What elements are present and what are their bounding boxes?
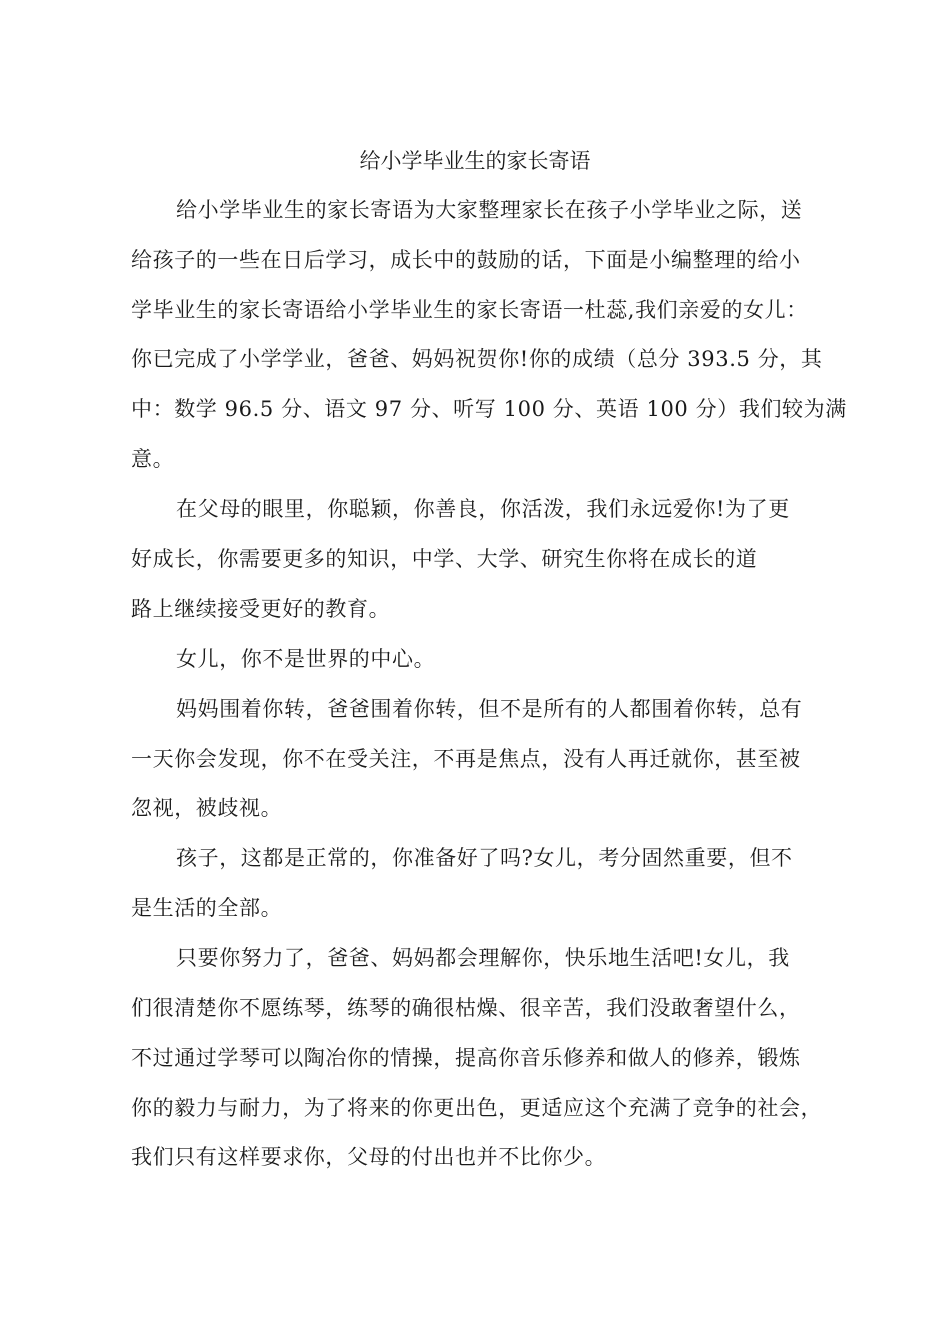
text-line: 是生活的全部。: [131, 896, 283, 920]
text-line: 忽视，被歧视。: [131, 796, 283, 820]
text-line: 好成长，你需要更多的知识，中学、大学、研究生你将在成长的道: [131, 547, 758, 571]
text-line: 妈妈围着你转，爸爸围着你转，但不是所有的人都围着你转，总有: [176, 697, 803, 721]
text-line: 我们只有这样要求你，父母的付出也并不比你少。: [131, 1145, 607, 1169]
text-line: 一天你会发现，你不在受关注，不再是焦点，没有人再迁就你，甚至被: [131, 747, 801, 771]
text-line: 学毕业生的家长寄语给小学毕业生的家长寄语一杜蕊,我们亲爱的女儿：: [131, 298, 808, 322]
document-title: 给小学毕业生的家长寄语: [359, 149, 591, 173]
text-line: 给孩子的一些在日后学习，成长中的鼓励的话，下面是小编整理的给小: [131, 248, 801, 272]
text-line: 孩子，这都是正常的，你准备好了吗?女儿，考分固然重要，但不: [176, 846, 793, 870]
text-line: 给小学毕业生的家长寄语为大家整理家长在孩子小学毕业之际，送: [176, 198, 803, 222]
text-line: 你已完成了小学学业，爸爸、妈妈祝贺你!你的成绩（总分 393.5 分，其: [131, 347, 823, 371]
text-line: 意。: [131, 447, 175, 471]
text-line: 女儿，你不是世界的中心。: [176, 647, 436, 671]
text-line: 们很清楚你不愿练琴，练琴的确很枯燥、很辛苦，我们没敢奢望什么，: [131, 996, 801, 1020]
text-line: 中：数学 96.5 分、语文 97 分、听写 100 分、英语 100 分）我们较为满: [131, 397, 847, 421]
text-line: 只要你努力了，爸爸、妈妈都会理解你，快乐地生活吧!女儿，我: [176, 946, 790, 970]
text-line: 你的毅力与耐力，为了将来的你更出色，更适应这个充满了竞争的社会，: [131, 1096, 823, 1120]
text-line: 在父母的眼里，你聪颖，你善良，你活泼，我们永远爱你!为了更: [176, 497, 790, 521]
text-line: 路上继续接受更好的教育。: [131, 597, 391, 621]
text-line: 不过通过学琴可以陶冶你的情操，提高你音乐修养和做人的修养，锻炼: [131, 1046, 801, 1070]
